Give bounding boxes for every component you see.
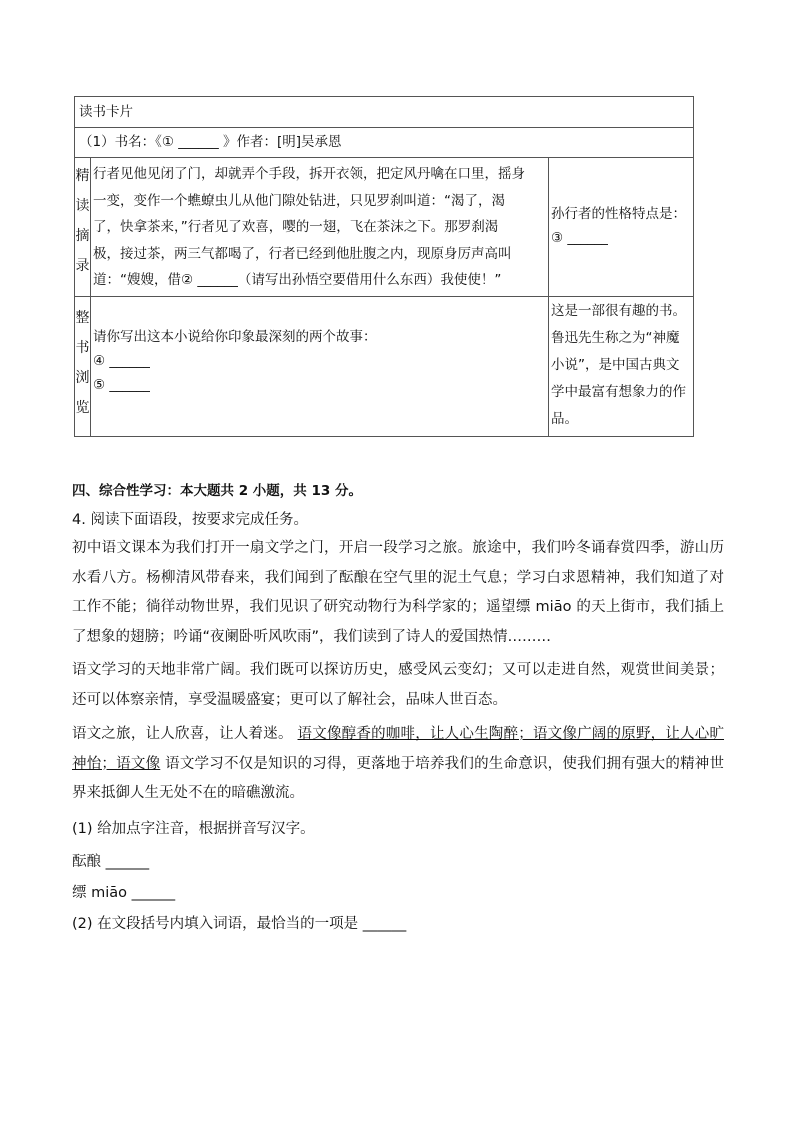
- passage-paragraph-3: [72, 720, 724, 809]
- comment-line: 这是一部很有趣的书。: [551, 303, 686, 319]
- reading-card-table: [74, 96, 694, 437]
- book-info: （1）书名：《① ______ 》作者：[明]吴承恩: [79, 134, 342, 150]
- intensive-reading-excerpt: [93, 161, 547, 294]
- two-stories-prompt: [93, 325, 377, 397]
- intensive-reading-label-char: 精: [75, 168, 90, 184]
- excerpt-line: 道：“嫂嫂，借② ______（请写出孙悟空要借用什么东西）我使使！”: [93, 272, 502, 288]
- section-heading: 四、综合性学习：本大题共 2 小题，共 13 分。: [72, 483, 362, 499]
- excerpt-line: 行者见他见闭了门，却就弄个手段，拆开衣领，把定风丹噙在口里，摇身: [93, 166, 525, 182]
- passage-paragraph-2: 语文学习的天地非常广阔。我们既可以探访历史，感受风云变幻；又可以走进自然，观赏世间美景；还可以体察亲情，享受温暖盛宴；更可以了解社会，品味人世百态。: [72, 662, 724, 708]
- comment-line: 小说”，是中国古典文: [551, 357, 680, 373]
- whole-book-row: [75, 297, 693, 436]
- character-trait-prompt: [551, 202, 686, 250]
- right-column-divider: [548, 158, 549, 436]
- intensive-reading-label-char: 录: [75, 258, 90, 274]
- sub-question-1: (1) 给加点字注音，根据拼音写汉字。: [72, 821, 315, 837]
- book-comment: [551, 298, 686, 433]
- item-piaomiao: 缥 miāo ______: [72, 885, 176, 901]
- whole-book-label-char: 书: [75, 340, 90, 356]
- whole-book-label-char: 览: [75, 400, 90, 416]
- trait-prompt-line: 孙行者的性格特点是：: [551, 206, 686, 222]
- story-prompt-line: ④ ______: [93, 353, 150, 369]
- paragraph-3-underlined: 语文像醇香的咖啡，让人心生陶醉；语文像广阔的原野，让人心旷神怡；语文像: [72, 726, 725, 772]
- excerpt-line: 了，快拿茶来，”行者见了欢喜，嘤的一翅，飞在茶沫之下。那罗刹渴: [93, 219, 499, 235]
- card-title-row: [75, 97, 693, 128]
- story-prompt-line: ⑤ ______: [93, 377, 150, 393]
- whole-book-label: [75, 306, 90, 431]
- intensive-reading-label-char: 摘: [75, 228, 90, 244]
- comment-line: 鲁迅先生称之为“神魔: [551, 330, 680, 346]
- trait-prompt-line: ③ ______: [551, 230, 608, 246]
- intensive-reading-row: [75, 158, 693, 297]
- paragraph-3-intro: 语文之旅，让人欣喜，让人着迷。: [72, 726, 293, 742]
- sub-question-2: (2) 在文段括号内填入词语，最恰当的一项是 ______: [72, 916, 407, 932]
- paragraph-3-rest: 语文学习不仅是知识的习得，更落地于培养我们的生命意识，使我们拥有强大的精神世界来抵御人生无处不在的暗礁激流。: [72, 755, 725, 801]
- comment-line: 学中最富有想象力的作: [551, 384, 686, 400]
- book-info-row: [75, 128, 693, 158]
- card-title: 读书卡片: [79, 104, 133, 120]
- excerpt-line: 极，接过茶，两三气都喝了，行者已经到他肚腹之内，现原身厉声高叫: [93, 245, 512, 262]
- item-yunniang: 酝酿 ______: [72, 854, 150, 870]
- excerpt-line: 一变，变作一个蟭蟟虫儿从他门隙处钻进，只见罗刹叫道：“渴了，渴: [93, 192, 505, 209]
- question-4-title: 4. 阅读下面语段，按要求完成任务。: [72, 512, 308, 528]
- whole-book-label-char: 浏: [75, 370, 90, 386]
- intensive-reading-label: [75, 164, 90, 294]
- label-divider: [90, 158, 91, 436]
- comment-line: 品。: [551, 411, 578, 427]
- whole-book-label-char: 整: [75, 310, 90, 326]
- passage-paragraph-1: 初中语文课本为我们打开一扇文学之门，开启一段学习之旅。旅途中，我们吟冬诵春赏四季，游山历水看八方。杨柳清风带春来，我们闻到了酝酿在空气里的泥土气息；学习白求恩精神，我们知道了对工作不能；徜徉动物世界，我们见识了研究动物行为科学家的；遥望缥 miāo 的天上街市，我们插上了想象的翅膀；吟诵“夜阑卧听风吹雨”，我们读到了诗人的爱国热情………: [72, 540, 724, 645]
- story-prompt-line: 请你写出这本小说给你印象最深刻的两个故事：: [93, 329, 377, 345]
- intensive-reading-label-char: 读: [75, 198, 90, 214]
